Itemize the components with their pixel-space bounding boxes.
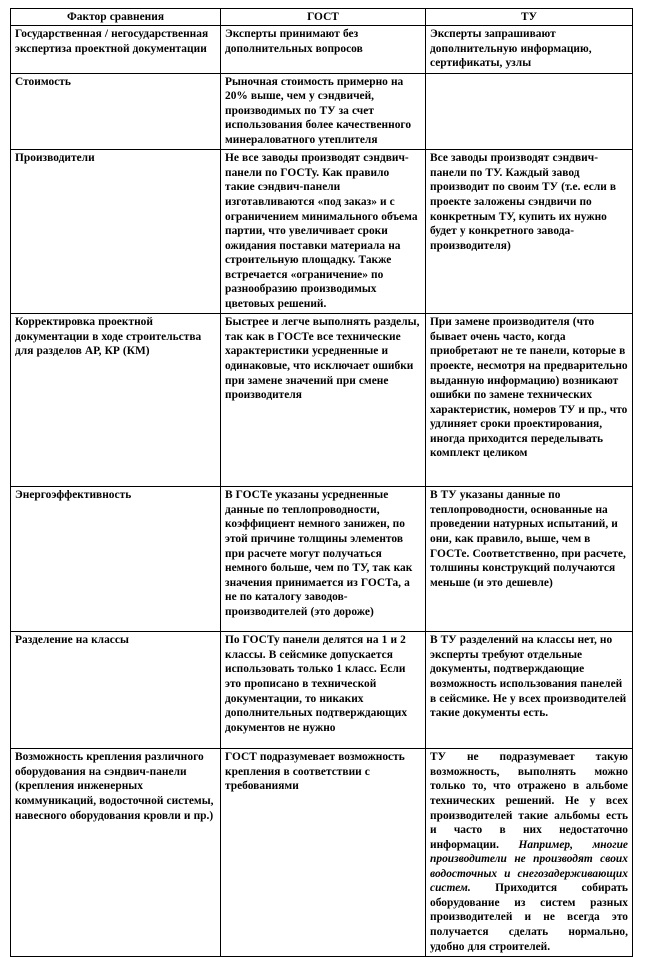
cell-factor (11, 150, 221, 314)
cell-text: Энергоэффективность (15, 489, 132, 502)
cell-gost (221, 749, 426, 957)
comparison-table (10, 8, 633, 957)
cell-factor (11, 749, 221, 957)
table-body (11, 26, 633, 957)
cell-tu (426, 73, 633, 150)
cell-tu (426, 487, 633, 632)
cell-tu (426, 749, 633, 957)
table-row (11, 314, 633, 487)
cell-factor (11, 26, 221, 74)
table-row (11, 73, 633, 150)
cell-factor (11, 73, 221, 150)
cell-text-parts (430, 750, 628, 954)
table-row (11, 150, 633, 314)
cell-gost (221, 314, 426, 487)
cell-text: Все заводы производят сэндвич-панели по ТУ. Каждый завод производит по своим ТУ (т.е. если в проекте заложены сэндвичи по конкретным ТУ, купить их нужно будет у конкретного завода-производителя) (430, 152, 617, 252)
cell-text: При замене производителя (что бывает очень часто, когда приобретают не те панели, которые в проекте, несмотря на предварительно выданную информацию) возникают ошибки по замене технических характеристик, номеров ТУ и пр., что удлиняет сроки проектирования, иногда приходится переделывать комплект целиком (430, 316, 628, 460)
cell-text: Стоимость (15, 75, 71, 88)
cell-text: Возможность крепления различного оборудования на сэндвич-панели (крепления инженерных коммуникаций, водосточной системы, навесного оборудования кровли и пр.) (15, 751, 214, 822)
table-header-row (11, 9, 633, 26)
cell-text-part-italic: Например, многие производители не производят своих водосточных и снегозадерживающих систем. (430, 838, 628, 895)
cell-text: В ГОСТе указаны усредненные данные по теплопроводности, коэффициент немного занижен, по этой причине толщины элементов при расчете могут получаться немного больше, чем по ТУ, так как значения принимается из ГОСТа, а не по каталогу заводов-производителей (это дороже) (225, 489, 413, 618)
table-row (11, 632, 633, 749)
table-row (11, 749, 633, 957)
cell-text: Быстрее и легче выполнять разделы, так как в ГОСТе все технические характеристики усредненные и одинаковые, что исключает ошибки при замене значений при смене производителя (225, 316, 420, 402)
column-header-factor: Фактор сравнения (11, 9, 221, 26)
cell-tu (426, 314, 633, 487)
cell-gost (221, 150, 426, 314)
cell-gost (221, 487, 426, 632)
cell-text: Разделение на классы (15, 634, 129, 647)
cell-tu (426, 26, 633, 74)
column-header-tu: ТУ (426, 9, 633, 26)
cell-text: Рыночная стоимость примерно на 20% выше, чем у сэндвичей, производимых по ТУ за счет использования более качественного минераловатного утеплителя (225, 75, 412, 146)
cell-text: Эксперты принимают без дополнительных вопросов (225, 28, 363, 55)
cell-text: Корректировка проектной документации в ходе строительства для разделов АР, КР (КМ) (15, 316, 202, 358)
cell-factor (11, 632, 221, 749)
cell-gost (221, 26, 426, 74)
cell-tu (426, 150, 633, 314)
cell-text: Государственная / негосударственная экспертиза проектной документации (15, 28, 209, 55)
column-header-gost: ГОСТ (221, 9, 426, 26)
table-row (11, 487, 633, 632)
cell-text: Не все заводы производят сэндвич-панели по ГОСТу. Как правило такие сэндвич-панели изготавливаются «под заказ» и с ограничением минимального объема партии, что увеличивает сроки ожидания поставки материала на строительную площадку. Также встречается «ограничение» по разнообразию производимых цветовых решений. (225, 152, 418, 310)
cell-text: ГОСТ подразумевает возможность крепления в соответствии с требованиями (225, 751, 405, 793)
cell-factor (11, 314, 221, 487)
cell-text: Производители (15, 152, 95, 165)
cell-gost (221, 73, 426, 150)
cell-factor (11, 487, 221, 632)
cell-text: По ГОСТу панели делятся на 1 и 2 классы. В сейсмике допускается использовать только 1 класс. Если это прописано в технической документации, то никаких дополнительных подтверждающих документов не нужно (225, 634, 408, 734)
cell-text-part: ТУ не подразумевает такую возможность, выполнять можно только то, что отражено в альбоме технических решений. Не у всех производителей такие альбомы есть и часто в них недостаточно информации. (430, 751, 628, 851)
cell-tu (426, 632, 633, 749)
table-row (11, 26, 633, 74)
cell-text-part: Приходится собирать оборудование из систем разных производителей и не всегда это получается сделать нормально, удобно для строителей. (430, 882, 628, 953)
cell-text: В ТУ указаны данные по теплопроводности, основанные на проведении натурных испытаний, и они, как правило, выше, чем в ГОСТе. Соответственно, при расчете, толшины конструкций получаются меньше (и это дешевле) (430, 489, 626, 589)
cell-gost (221, 632, 426, 749)
cell-text: В ТУ разделений на классы нет, но эксперты требуют отдельные документы, подтверждающие возможность использования панелей в сейсмике. Не у всех производителей такие документы есть. (430, 634, 627, 720)
table-header (11, 9, 633, 26)
cell-text: Эксперты запрашивают дополнительную информацию, сертификаты, узлы (430, 28, 592, 70)
